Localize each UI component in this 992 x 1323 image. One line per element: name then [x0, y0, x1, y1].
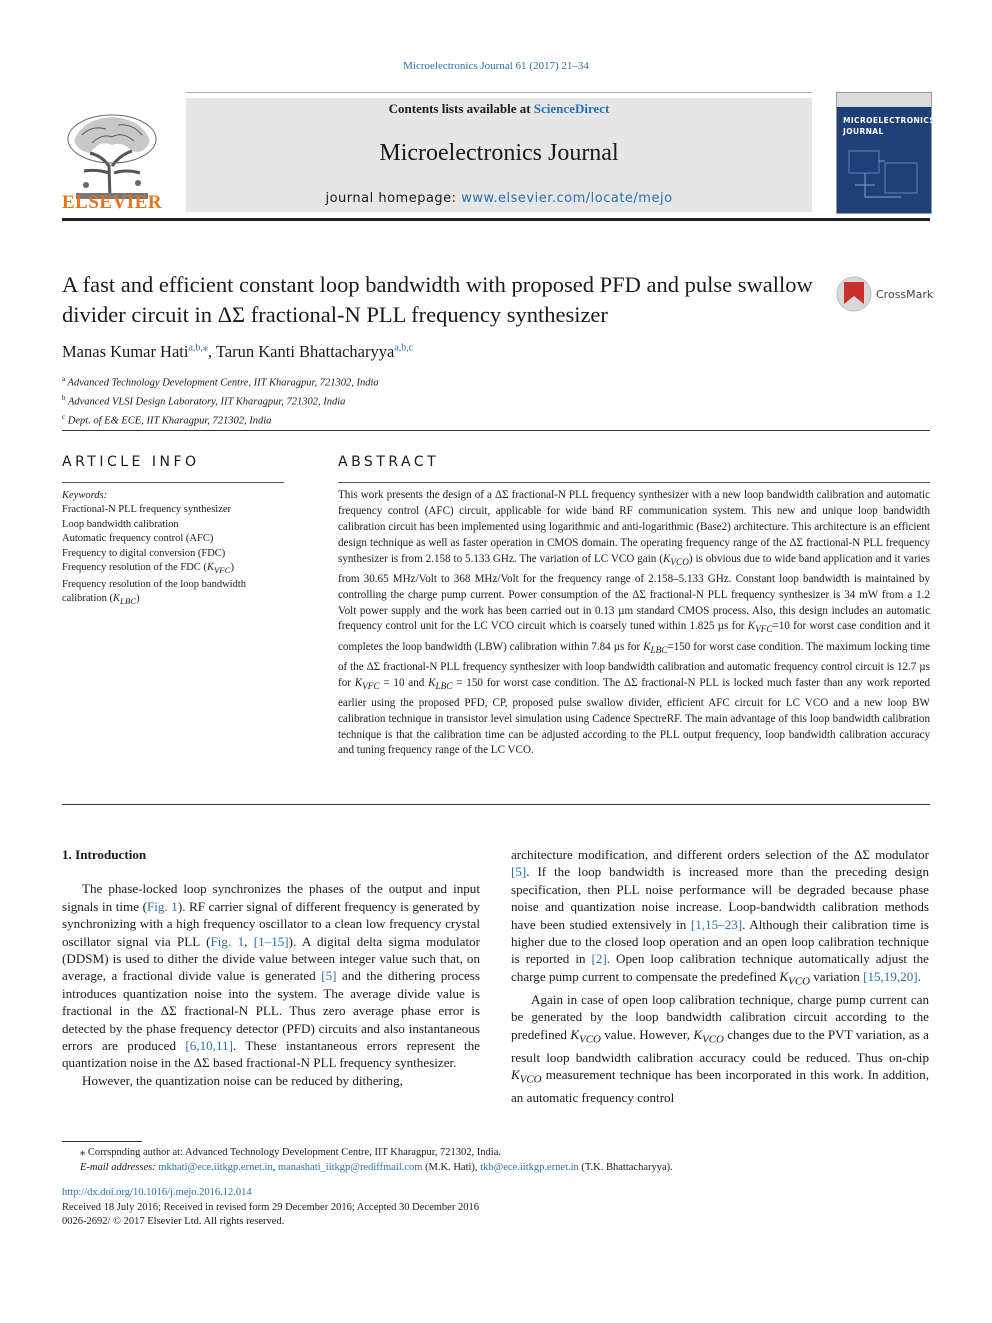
citation-link[interactable]: [6,10,11]: [185, 1038, 233, 1054]
paper-title: A fast and efficient constant loop bandwidth with proposed PFD and pulse swallow divider circuit in ΔΣ fractional-N PLL frequency synthesizer: [62, 272, 813, 327]
body-column-left: [62, 846, 480, 1089]
contents-prefix: Contents lists available at: [388, 101, 534, 116]
article-meta: [62, 1186, 930, 1230]
header-bottom-rule: [62, 218, 930, 221]
math-symbol: K: [747, 620, 756, 633]
text-segment: .: [917, 968, 921, 984]
email-link[interactable]: mkhati@ece.iitkgp.ernet.in: [158, 1162, 273, 1173]
text-segment: and the dithering process introduces quantization noise into the system. The average divide value is fractional in the ΔΣ fractional-N PLL. Thus zero average phase error is detected by the phase frequency detector (PFD) circuits and also instantaneous errors are produced: [62, 968, 480, 1054]
journal-name: Microelectronics Journal: [379, 140, 619, 166]
math-subscript: VCO: [579, 1033, 601, 1046]
abstract-segment: ) is obvious due to wide band application and it varies from 30.65 MHz/Volt to 368 MHz/Volt for the frequency range of 2.158–5.133 GHz. Constant loop bandwidth is maintained by controlling the charge pump current. Power consumption of the ΔΣ fractional-N PLL frequency synthesizer is 34 mW from a 1.2 Volt power supply and the work has been carried out in 0.13 µm standard CMOS process. Also, this design includes an automatic frequency control unit for the LC VCO circuit which is coarsely tuned within 1.825 µs for: [338, 552, 930, 633]
affiliation-mark: a: [62, 375, 66, 383]
math-symbol: K: [428, 676, 436, 689]
affiliation-text: Advanced Technology Development Centre, IIT Kharagpur, 721302, India: [67, 377, 379, 389]
article-history: Received 18 July 2016; Received in revised form 29 December 2016; Accepted 30 December 2016: [62, 1201, 479, 1213]
citation-link[interactable]: [1–15]: [253, 933, 289, 949]
header-top-rule: [186, 92, 812, 93]
abstract-segment: = 10 and: [379, 676, 429, 689]
math-symbol: K: [206, 562, 214, 574]
text-segment: . These instantaneous errors represent the quantization noise in the ΔΣ based fractional-N PLL frequency synthesizer.: [62, 1038, 480, 1071]
paragraph: [62, 880, 480, 1071]
math-symbol: K: [570, 1026, 580, 1042]
math-symbol: K: [643, 640, 651, 653]
footnote-text: (M.K. Hati),: [422, 1162, 481, 1173]
math-subscript: VFC: [213, 565, 231, 576]
math-symbol: K: [693, 1026, 703, 1042]
author-affil-marks[interactable]: a,b,⁎: [188, 342, 208, 354]
affiliation: [62, 410, 379, 429]
citation-link[interactable]: [5]: [511, 864, 527, 880]
text-segment: Again in case of open loop calibration technique, charge pump current can be generated by the loop bandwidth calibration circuit according to the predefined: [511, 991, 929, 1042]
footnote-text: ,: [272, 1162, 278, 1173]
affiliation-mark: b: [62, 394, 66, 402]
article-info-heading: ARTICLE INFO: [62, 454, 200, 470]
citation-link[interactable]: [2]: [591, 951, 607, 967]
keyword: [62, 578, 284, 609]
math-subscript: LBC: [435, 681, 453, 692]
author-separator: ,: [207, 342, 216, 361]
math-subscript: VCO: [788, 975, 810, 988]
cover-title: MICROELECTRONICS JOURNAL: [843, 116, 936, 136]
affiliation-text: Advanced VLSI Design Laboratory, IIT Kharagpur, 721302, India: [67, 396, 346, 408]
crossmark-label: CrossMark: [876, 288, 934, 301]
abstract-rule: [338, 482, 930, 483]
math-subscript: VFC: [755, 625, 773, 636]
math-symbol: K: [354, 676, 363, 689]
copyright: 0026-2692/ © 2017 Elsevier Ltd. All rights reserved.: [62, 1216, 285, 1228]
footnotes: [62, 1145, 930, 1175]
text-segment: changes due to the PVT variation, as a result loop bandwidth calibration accuracy could be reduced. Thus on-chip: [511, 1026, 929, 1065]
cover-top-strip: [837, 93, 931, 107]
keywords-list: [62, 489, 284, 608]
keyword: Automatic frequency control (AFC): [62, 533, 214, 545]
affiliation: [62, 372, 379, 391]
math-subscript: VCO: [519, 1073, 542, 1086]
email-label: E-mail addresses:: [80, 1162, 156, 1173]
math-subscript: LBC: [120, 596, 137, 607]
paragraph: However, the quantization noise can be reduced by dithering,: [82, 1072, 403, 1088]
keyword: Frequency to digital conversion (FDC): [62, 547, 226, 559]
abstract-segment: This work presents the design of a ΔΣ fractional-N PLL frequency synthesizer with a new loop bandwidth calibration and automatic frequency control (AFC) circuit, applicable for wide band RF communication system. This new and unique loop bandwidth calibration circuit has been implemented using logarithmic and anti-logarithmic (Base2) architecture. This architecture is an efficient design technique as well as faster operation in CMOS domain. The operating frequency range of the ΔΣ fractional-N PLL frequency synthesizer is from 2.158 to 5.133 GHz. The variation of LC VCO gain (: [338, 489, 930, 565]
text-segment: The phase-locked loop synchronizes the phases of the output and input signals in time (: [62, 881, 480, 914]
affiliation: [62, 391, 379, 410]
math-subscript: LBC: [650, 645, 668, 656]
sciencedirect-link[interactable]: ScienceDirect: [533, 101, 610, 116]
cover-circuit-art-icon: [845, 145, 923, 205]
homepage-prefix: journal homepage:: [325, 191, 462, 206]
publisher-logo-text: ELSEVIER: [62, 192, 163, 213]
keyword: Loop bandwidth calibration: [62, 518, 179, 530]
math-subscript: VCO: [702, 1033, 724, 1046]
math-symbol: K: [113, 592, 121, 604]
citation-link[interactable]: [1,15–23]: [690, 916, 743, 932]
body-column-right: [511, 846, 929, 1107]
math-symbol: K: [511, 1067, 520, 1083]
footnote-text: (T.K. Bhattacharyya).: [578, 1162, 673, 1173]
title-divider: [62, 430, 930, 431]
abstract-heading: ABSTRACT: [338, 454, 440, 470]
homepage-link[interactable]: www.elsevier.com/locate/mejo: [461, 191, 673, 206]
email-link[interactable]: manashati_iitkgp@rediffmail.com: [277, 1162, 423, 1173]
keyword: [62, 561, 284, 578]
abstract-segment: =10 for worst case condition and it completes the loop bandwidth (LBW) calibration within 7.84 µs for: [338, 620, 930, 653]
affiliations: [62, 372, 379, 429]
abstract-segment: =150 for worst case condition. The maximum locking time of the ΔΣ fractional-N PLL frequency synthesizer with loop bandwidth calibration and automatic frequency control circuit is 12.7 µs for: [338, 640, 931, 689]
journal-homepage: [186, 191, 812, 206]
email-note: [62, 1160, 930, 1175]
journal-citation[interactable]: Microelectronics Journal 61 (2017) 21–34: [403, 60, 589, 72]
author-affil-marks[interactable]: a,b,c: [394, 342, 414, 354]
text-segment: value. However,: [600, 1026, 694, 1042]
footnote-rule: [62, 1141, 142, 1142]
author-list: [62, 342, 413, 362]
keyword-text: Frequency resolution of the loop bandwidth calibration (: [62, 578, 247, 604]
abstract-bottom-rule: [62, 804, 930, 805]
citation-link[interactable]: [15,19,20]: [863, 968, 918, 984]
abstract-text: [338, 488, 930, 759]
section-heading: 1. Introduction: [62, 847, 147, 862]
author-name[interactable]: Tarun Kanti Bhattacharyya: [215, 342, 395, 361]
text-segment: . Although their calibration time is higher due to the closed loop operation and an open loop calibration technique is reported in: [511, 916, 929, 967]
figure-link[interactable]: Fig. 1: [146, 898, 178, 914]
math-subscript: VCO: [670, 557, 689, 568]
affiliation-mark: c: [62, 413, 66, 421]
citation-link[interactable]: [5]: [321, 968, 337, 984]
corresponding-author-note: [62, 1145, 930, 1160]
doi-link[interactable]: http://dx.doi.org/10.1016/j.mejo.2016.12.014: [62, 1187, 252, 1198]
abstract-segment: = 150 for worst case condition. The ΔΣ fractional-N PLL is locked much faster than any work reported earlier using the proposed PFD, CP, proposed pulse swallow divider, efficient AFC circuit for LC VCO and a new loop BW calibration technique in transistor level simulation using Cadence SpectreRF. The main advantage of this loop bandwidth calibration technique is that the calibration time can be adjusted according to the PLL output frequency, loop bandwidth calibration accuracy and tuning frequency range of the LC VCO.: [338, 676, 930, 757]
email-link[interactable]: tkb@ece.iitkgp.ernet.in: [480, 1162, 579, 1173]
affiliation-text: Dept. of E& ECE, IIT Kharagpur, 721302, India: [67, 415, 272, 427]
text-segment: . Open loop calibration technique automatically adjust the charge pump current to compensate the predefined: [511, 951, 929, 984]
article-info-rule: [62, 482, 284, 483]
footnote-mark: ⁎: [80, 1147, 86, 1158]
footnote-text: Corrspnding author at: Advanced Technology Development Centre, IIT Kharagpur, 721302, India.: [85, 1147, 501, 1158]
keywords-label: Keywords:: [62, 490, 108, 501]
keyword-text: ): [136, 592, 140, 604]
text-segment: ). RF carrier signal of different frequency is generated by synchronizing with a high frequency oscillator to a clean low frequency crystal oscillator signal via PLL (: [62, 898, 480, 949]
journal-cover-thumbnail[interactable]: [836, 92, 936, 214]
paragraph: [511, 991, 929, 1107]
text-segment: measurement technique has been incorporated in this work. In addition, an automatic frequency control: [511, 1067, 929, 1106]
math-symbol: K: [779, 968, 789, 984]
keyword-text: Frequency resolution of the FDC (: [62, 562, 207, 574]
figure-link[interactable]: Fig. 1: [210, 933, 245, 949]
math-symbol: K: [662, 552, 671, 565]
contents-line: [186, 101, 812, 117]
text-segment: variation: [809, 968, 864, 984]
paragraph: [511, 846, 929, 991]
text-segment: . If the loop bandwidth is increased more than the preceding design specification, then PLL noise performance will be degraded because phase noise and quantization noise increase. Loop-bandwidth calibration methods have been studied extensively in: [511, 864, 929, 932]
keyword: Fractional-N PLL frequency synthesizer: [62, 504, 232, 516]
text-segment: architecture modification, and different orders selection of the ΔΣ modulator: [511, 847, 929, 862]
text-segment: ). A digital delta sigma modulator (DDSM) is used to dither the divide value between integer value such that, on average, a fractional divide value is generated: [62, 933, 481, 984]
math-subscript: VFC: [362, 681, 380, 692]
keyword-text: ): [230, 562, 234, 574]
text-segment: ,: [244, 933, 254, 949]
author-name[interactable]: Manas Kumar Hati: [62, 342, 189, 361]
